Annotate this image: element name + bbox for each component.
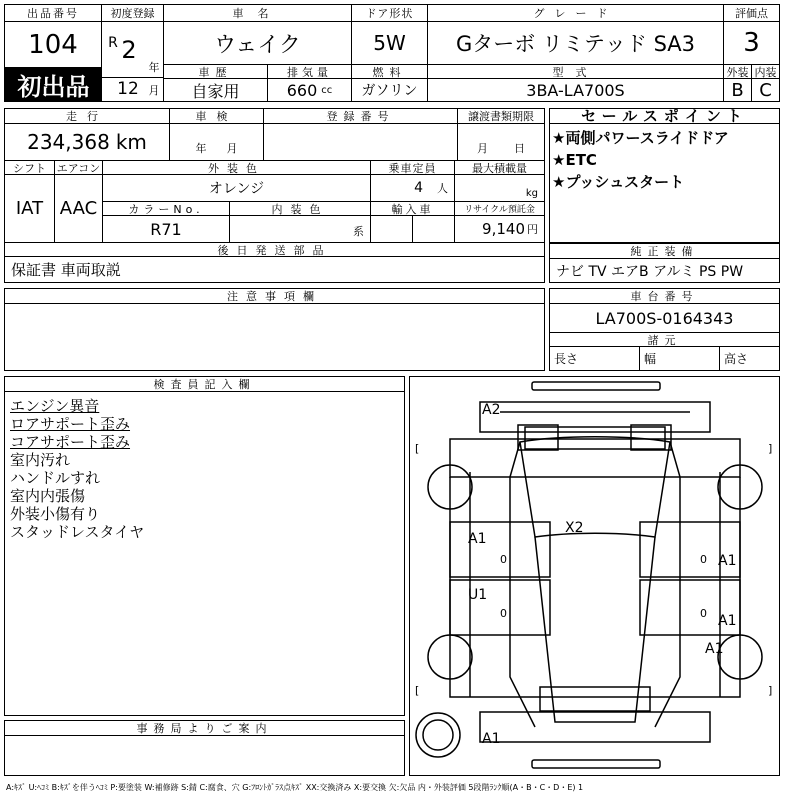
zero-mark: 0 [500,607,507,620]
sales-points-block [549,108,780,243]
recycle-label: リサイクル預託金 [455,201,544,216]
tailgate-window [540,687,650,711]
seats-unit: 人 [437,182,448,195]
mark-a1-right-3: A1 [705,641,724,657]
header-block [4,4,780,102]
inspect-month-unit: 月 [226,142,238,155]
mileage-unit: km [115,130,147,154]
car-name: ウェイク [164,22,352,64]
disp-value: 660 [286,80,318,100]
mark-a1-right-2: A1 [718,613,737,629]
int-label: 内装 [752,64,779,79]
spec-block [4,108,545,283]
import-label: 輸入車 [371,201,455,216]
sales-label: セールスポイント [550,109,779,124]
transfer [458,124,544,160]
reg-year: 2 [121,36,137,64]
inspect [170,124,264,160]
load-unit: kg [525,188,538,199]
inspector-block [4,376,405,716]
mark-a2: A2 [482,402,501,418]
inspector-note: ロアサポート歪み [10,415,131,433]
chassis-number: LA700S-0164343 [595,308,734,328]
inspector-note: コアサポート歪み [10,433,131,451]
caution-label: 注意事項欄 [5,289,544,304]
mileage [5,124,170,160]
ac: AAC [55,175,103,242]
load-label: 最大積載量 [455,160,544,175]
bracket-mark: [ [415,684,420,697]
inspect-year-unit: 年 [195,142,207,155]
zero-mark: 0 [500,553,507,566]
inspector-notes [10,397,144,541]
docs-label: 後日発送部品 [5,242,544,257]
mark-u1: U1 [468,587,488,603]
grade: Gターボ リミテッド SA3 [428,22,724,64]
inspector-note: ハンドルすれ [10,469,101,487]
dim-length: 長さ [550,347,640,370]
regno-label: 登録番号 [264,109,458,124]
inspector-label: 検査員記入欄 [5,377,404,392]
dim-width: 幅 [640,347,720,370]
inspector-note: 室内内張傷 [10,487,86,505]
reg-label: 初度登録 [102,5,164,22]
grade-label: グレード [428,5,724,22]
roof-rail-bottom [532,760,660,768]
mark-a1-bottom: A1 [482,731,501,747]
car-diagram [410,377,779,775]
regno [264,124,458,160]
seats-label: 乗車定員 [371,160,455,175]
transfer-label: 譲渡書類期限 [458,109,544,124]
transfer-month-unit: 月 [477,142,488,155]
bracket-mark: ] [768,442,773,455]
reg-month-row [102,77,164,78]
color: オレンジ [103,175,371,201]
fuel-label: 燃料 [352,64,428,79]
load [455,175,544,201]
seats-value: 4 [414,180,423,196]
first-listing-badge: 初出品 [5,67,102,101]
disp-label: 排気量 [268,64,352,79]
office-label: 事務局よりご案内 [5,721,404,736]
bracket-mark: [ [415,442,420,455]
seats [371,175,455,201]
displacement [268,79,352,101]
lot-label: 出品番号 [5,5,102,22]
recycle-value: 9,140 [482,220,525,238]
sales-list [552,127,729,193]
door-type: 5W [352,22,428,64]
reg-month: 12 [117,79,139,99]
history-label: 車歴 [164,64,268,79]
inspect-label: 車検 [170,109,264,124]
cabin-right [655,442,680,727]
intcolor-unit: 系 [353,225,364,238]
import-b [413,216,455,242]
rear-bumper [480,712,710,742]
inspector-note: エンジン異音 [10,397,100,415]
model: 3BA-LA700S [428,79,724,101]
caution-block [4,288,545,371]
transfer-day-unit: 日 [514,142,525,155]
roof-rail-top [532,382,660,390]
door-label: ドア形状 [352,5,428,22]
legend: A:ｷｽﾞ U:ﾍｺﾐ B:ｷｽﾞを伴うﾍｺﾐ P:要塗装 W:補修跡 S:錆 C:腐食、穴 G:ﾌﾛﾝﾄｶﾞﾗｽ点ｷｽﾞ XX:交換済み X:要交換 欠:欠品 内・外装評価 5段階ﾗﾝｸ順(A・B・C・D・E) 1 [6,782,584,792]
mark-x2: X2 [565,520,584,536]
chassis-block [549,288,780,371]
hood-outline [450,439,740,477]
colorno-label: カラーNo. [103,201,230,216]
color-label: 外装色 [103,160,371,175]
mark-a1-left: A1 [468,531,487,547]
model-label: 型式 [428,64,724,79]
roof [535,537,655,722]
zero-mark: 0 [700,607,707,620]
inspector-note: スタッドレスタイヤ [10,523,145,541]
bracket-mark: ] [768,684,773,697]
colorno: R71 [103,216,230,242]
score-label: 評価点 [724,5,779,22]
zero-mark: 0 [700,553,707,566]
sales-point: ★両側パワースライドドア [552,129,729,147]
docs: 保証書 車両取説 [11,261,121,279]
history: 自家用 [164,79,268,101]
intcolor-label: 内装色 [230,201,371,216]
shift: IAT [5,175,55,242]
import-a [371,216,413,242]
equip-value: ナビ TV エアB アルミ PS PW [556,263,744,280]
fuel: ガソリン [352,79,428,101]
sales-point: ★ETC [552,151,597,169]
chassis-label: 車台番号 [550,289,779,304]
score: 3 [743,28,760,58]
reg-month-unit: 月 [148,84,160,97]
sales-point: ★プッシュスタート [552,173,685,191]
equipment-block [549,243,780,283]
dim-height: 高さ [724,352,749,366]
int-grade: C [759,79,772,101]
reg-year-unit: 年 [148,61,160,74]
intcolor [230,216,371,242]
inspector-note: 外装小傷有り [10,505,101,523]
equip-label: 純正装備 [550,244,779,259]
inspector-note: 室内汚れ [10,451,71,469]
cabin-left [510,442,535,727]
ext-grade: B [724,79,752,101]
mark-a1-right-1: A1 [718,553,737,569]
car-diagram-block [409,376,780,776]
ext-label: 外装 [724,64,752,79]
front-left-door [450,522,550,577]
shift-label: シフト [5,160,55,175]
lot-number: 104 [5,22,102,67]
reg-era: R [108,35,118,51]
dims-label: 諸元 [550,332,779,347]
office-block [4,720,405,776]
mileage-value: 234,368 [27,130,110,154]
recycle [455,216,544,242]
body-sides [450,477,740,697]
ac-label: エアコン [55,160,103,175]
mileage-label: 走行 [5,109,170,124]
name-label: 車名 [164,5,352,22]
disp-unit: cc [321,84,333,96]
recycle-unit: 円 [527,223,538,236]
